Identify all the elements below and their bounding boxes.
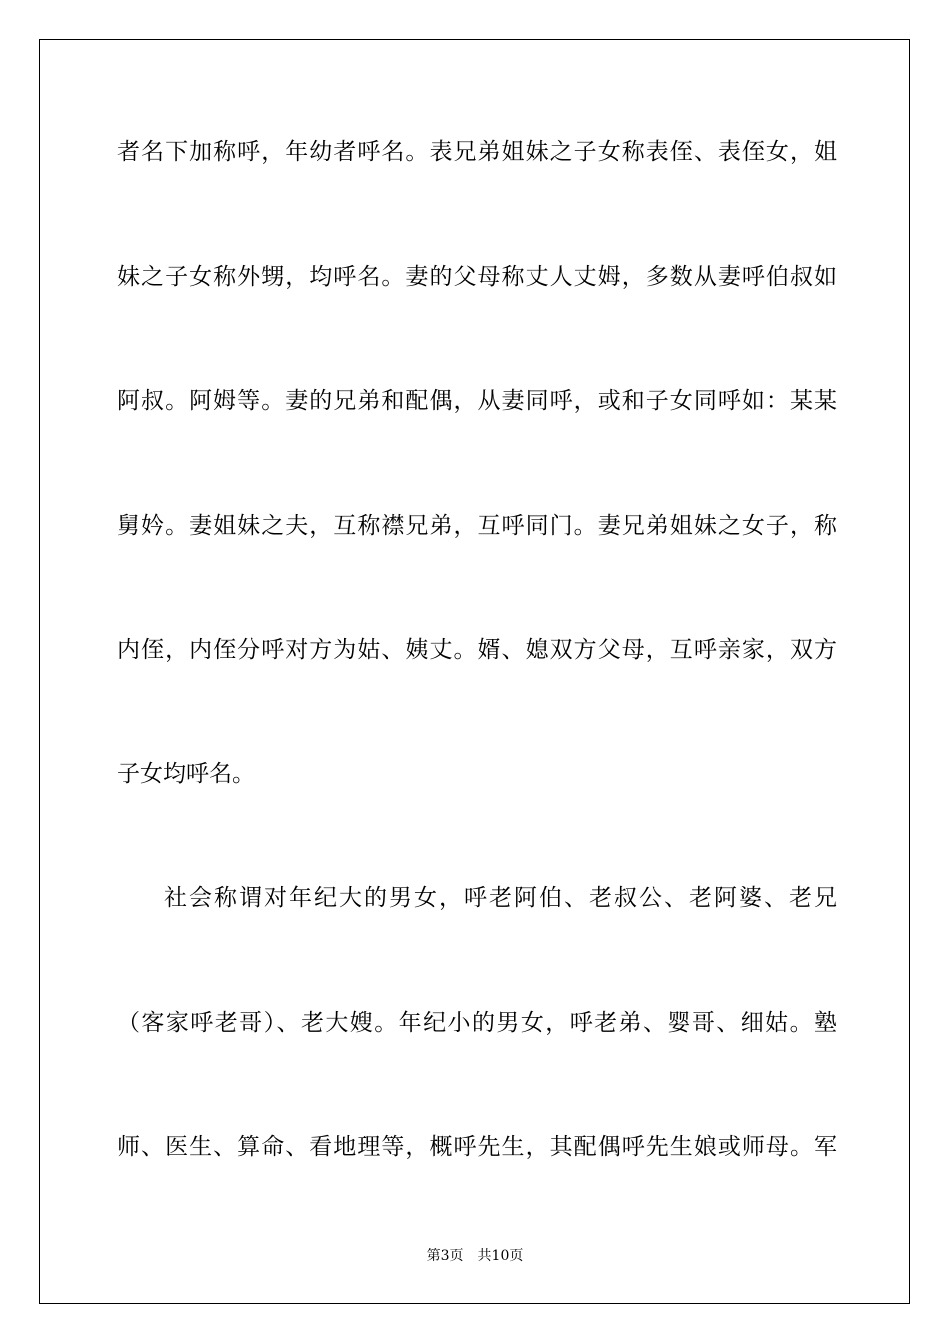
page-border (39, 39, 910, 1304)
page-number: 第3页 (426, 1248, 464, 1264)
paragraph-2-line-3: 师、医生、算命、看地理等，概呼先生，其配偶呼先生娘或师母。军 (117, 1134, 837, 1160)
page-total: 共10页 (477, 1248, 524, 1264)
paragraph-1-line-5: 内侄，内侄分呼对方为姑、姨丈。婿、媳双方父母，互呼亲家，双方 (117, 637, 837, 663)
paragraph-1-line-6: 子女均呼名。 (117, 761, 255, 787)
paragraph-2-line-2: （客家呼老哥）、老大嫂。年纪小的男女，呼老弟、婴哥、细姑。塾 (117, 1010, 837, 1036)
page-footer (0, 1246, 950, 1266)
paragraph-2-line-1: 社会称谓对年纪大的男女，呼老阿伯、老叔公、老阿婆、老兄 (164, 885, 837, 911)
paragraph-1-line-1: 者名下加称呼，年幼者呼名。表兄弟姐妹之子女称表侄、表侄女，姐 (117, 139, 837, 165)
paragraph-1-line-4: 舅妗。妻姐妹之夫，互称襟兄弟，互呼同门。妻兄弟姐妹之女子，称 (117, 513, 837, 539)
paragraph-1-line-3: 阿叔。阿姆等。妻的兄弟和配偶，从妻同呼，或和子女同呼如：某某 (117, 388, 837, 414)
paragraph-1-line-2: 妹之子女称外甥，均呼名。妻的父母称丈人丈姆，多数从妻呼伯叔如 (117, 264, 837, 290)
